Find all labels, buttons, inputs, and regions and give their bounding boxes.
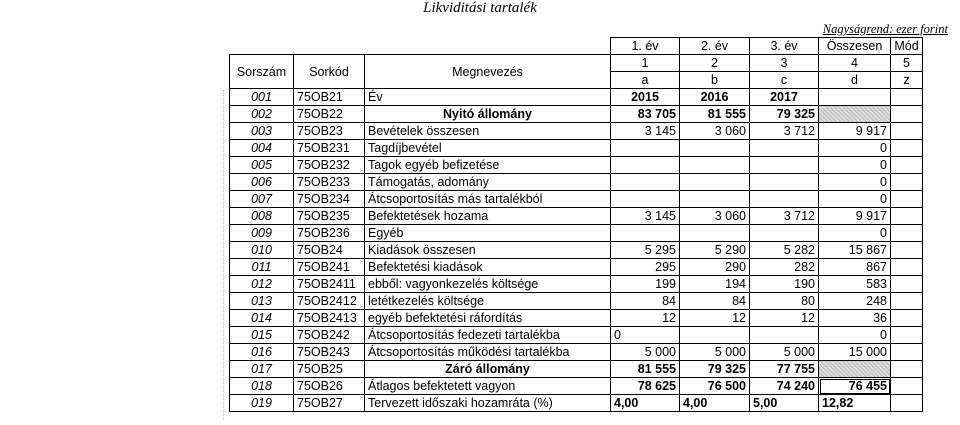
value-cell xyxy=(891,225,923,242)
table-row xyxy=(230,157,923,174)
value-cell: 5 000 xyxy=(680,344,750,361)
row-number: 003 xyxy=(230,123,294,140)
value-cell: 79 325 xyxy=(680,361,750,378)
row-code: 75OB243 xyxy=(294,344,365,361)
row-number: 007 xyxy=(230,191,294,208)
value-cell: 84 xyxy=(611,293,680,310)
header-year-2: 2. év xyxy=(680,38,750,55)
row-number: 006 xyxy=(230,174,294,191)
row-name: Tervezett időszaki hozamráta (%) xyxy=(365,395,611,412)
header-letter-b: b xyxy=(680,72,750,89)
value-cell xyxy=(611,191,680,208)
value-cell: 199 xyxy=(611,276,680,293)
table-row xyxy=(230,191,923,208)
row-name: Tagok egyéb befizetése xyxy=(365,157,611,174)
shaded-cell xyxy=(819,106,891,123)
value-cell: 74 240 xyxy=(750,378,819,395)
row-name: Bevételek összesen xyxy=(365,123,611,140)
header-mode: Mód xyxy=(891,38,923,55)
value-cell xyxy=(891,174,923,191)
row-name: Befektetések hozama xyxy=(365,208,611,225)
value-cell xyxy=(891,106,923,123)
value-cell xyxy=(680,174,750,191)
table-row xyxy=(230,395,923,412)
row-name: Átlagos befektetett vagyon xyxy=(365,378,611,395)
table-row xyxy=(230,378,923,395)
value-cell: 80 xyxy=(750,293,819,310)
value-cell: 9 917 xyxy=(819,123,891,140)
value-cell: 12 xyxy=(750,310,819,327)
header-year-1: 1. év xyxy=(611,38,680,55)
value-cell: 0 xyxy=(819,327,891,344)
row-name: Tagdíjbevétel xyxy=(365,140,611,157)
table-row xyxy=(230,293,923,310)
value-cell: 12,82 xyxy=(819,395,891,412)
value-cell: 81 555 xyxy=(611,361,680,378)
row-code: 75OB236 xyxy=(294,225,365,242)
value-cell: 5,00 xyxy=(750,395,819,412)
row-code: 75OB235 xyxy=(294,208,365,225)
row-code: 75OB231 xyxy=(294,140,365,157)
value-cell: 3 060 xyxy=(680,208,750,225)
value-cell: 3 145 xyxy=(611,208,680,225)
value-cell xyxy=(611,225,680,242)
row-number: 014 xyxy=(230,310,294,327)
value-cell: 76 455 xyxy=(819,378,891,395)
table-row xyxy=(230,208,923,225)
header-number-4: 4 xyxy=(819,55,891,72)
row-name: Kiadások összesen xyxy=(365,242,611,259)
value-cell: 0 xyxy=(611,327,680,344)
page-title: Likviditási tartalék xyxy=(423,0,537,16)
value-cell: 15 000 xyxy=(819,344,891,361)
table-row xyxy=(230,310,923,327)
row-code: 75OB233 xyxy=(294,174,365,191)
header-row-main xyxy=(230,55,923,72)
value-cell: 0 xyxy=(819,157,891,174)
row-code: 75OB2413 xyxy=(294,310,365,327)
row-name: Átcsoportosítás működési tartalékba xyxy=(365,344,611,361)
value-cell xyxy=(891,208,923,225)
row-code: 75OB26 xyxy=(294,378,365,395)
value-cell: 76 500 xyxy=(680,378,750,395)
table-row xyxy=(230,327,923,344)
row-number: 008 xyxy=(230,208,294,225)
value-cell xyxy=(750,191,819,208)
value-cell xyxy=(891,191,923,208)
value-cell xyxy=(750,140,819,157)
table-row xyxy=(230,123,923,140)
row-name: Átcsoportosítás más tartalékból xyxy=(365,191,611,208)
value-cell: 5 295 xyxy=(611,242,680,259)
table-row xyxy=(230,259,923,276)
value-cell: 4,00 xyxy=(611,395,680,412)
table-row xyxy=(230,361,923,378)
row-name: egyéb befektetési ráfordítás xyxy=(365,310,611,327)
value-cell: 3 712 xyxy=(750,123,819,140)
value-cell: 290 xyxy=(680,259,750,276)
value-cell xyxy=(891,310,923,327)
value-cell: 9 917 xyxy=(819,208,891,225)
value-cell xyxy=(750,174,819,191)
row-number: 004 xyxy=(230,140,294,157)
value-cell xyxy=(680,140,750,157)
header-sorszam: Sorszám xyxy=(230,55,294,89)
value-cell xyxy=(750,327,819,344)
row-number: 018 xyxy=(230,378,294,395)
value-cell: 5 000 xyxy=(611,344,680,361)
table-row xyxy=(230,106,923,123)
table-row xyxy=(230,225,923,242)
table-row xyxy=(230,89,923,106)
value-cell: 5 000 xyxy=(750,344,819,361)
value-cell: 3 145 xyxy=(611,123,680,140)
value-cell: 79 325 xyxy=(750,106,819,123)
value-cell xyxy=(750,157,819,174)
row-number: 010 xyxy=(230,242,294,259)
value-cell xyxy=(891,276,923,293)
liquidity-reserve-table xyxy=(229,37,923,412)
row-name: Átcsoportosítás fedezeti tartalékba xyxy=(365,327,611,344)
value-cell: 78 625 xyxy=(611,378,680,395)
value-cell xyxy=(611,140,680,157)
header-number-2: 2 xyxy=(680,55,750,72)
row-name: Egyéb xyxy=(365,225,611,242)
header-letter-a: a xyxy=(611,72,680,89)
value-cell: 0 xyxy=(819,174,891,191)
row-code: 75OB232 xyxy=(294,157,365,174)
row-number: 005 xyxy=(230,157,294,174)
value-cell xyxy=(680,225,750,242)
value-cell: 5 290 xyxy=(680,242,750,259)
value-cell: 81 555 xyxy=(680,106,750,123)
value-cell xyxy=(891,293,923,310)
row-number: 017 xyxy=(230,361,294,378)
header-number-1: 1 xyxy=(611,55,680,72)
table-row xyxy=(230,344,923,361)
value-cell xyxy=(680,327,750,344)
value-cell xyxy=(891,361,923,378)
value-cell xyxy=(891,89,923,106)
row-name: Nyitó állomány xyxy=(365,106,611,123)
units-note: Nagyságrend: ezer forint xyxy=(822,22,948,36)
value-cell xyxy=(819,89,891,106)
row-name: letétkezelés költsége xyxy=(365,293,611,310)
row-code: 75OB21 xyxy=(294,89,365,106)
value-cell: 84 xyxy=(680,293,750,310)
margin-guide xyxy=(223,90,224,420)
shaded-cell xyxy=(819,361,891,378)
header-number-3: 3 xyxy=(750,55,819,72)
value-cell xyxy=(680,157,750,174)
row-number: 013 xyxy=(230,293,294,310)
header-year-3: 3. év xyxy=(750,38,819,55)
value-cell xyxy=(891,157,923,174)
value-cell: 36 xyxy=(819,310,891,327)
value-cell: 77 755 xyxy=(750,361,819,378)
value-cell xyxy=(611,174,680,191)
row-number: 016 xyxy=(230,344,294,361)
value-cell: 12 xyxy=(680,310,750,327)
value-cell: 190 xyxy=(750,276,819,293)
value-cell xyxy=(891,395,923,412)
header-sorkod: Sorkód xyxy=(294,55,365,89)
value-cell xyxy=(750,225,819,242)
header-letter-z: z xyxy=(891,72,923,89)
value-cell: 15 867 xyxy=(819,242,891,259)
value-cell: 4,00 xyxy=(680,395,750,412)
value-cell: 3 060 xyxy=(680,123,750,140)
value-cell xyxy=(891,327,923,344)
header-total: Összesen xyxy=(819,38,891,55)
value-cell: 3 712 xyxy=(750,208,819,225)
value-cell xyxy=(891,140,923,157)
row-number: 009 xyxy=(230,225,294,242)
row-code: 75OB242 xyxy=(294,327,365,344)
value-cell: 2017 xyxy=(750,89,819,106)
value-cell xyxy=(891,378,923,395)
header-letter-d: d xyxy=(819,72,891,89)
table-row xyxy=(230,276,923,293)
value-cell xyxy=(891,123,923,140)
value-cell xyxy=(891,344,923,361)
value-cell xyxy=(680,191,750,208)
value-cell: 194 xyxy=(680,276,750,293)
row-name: Befektetési kiadások xyxy=(365,259,611,276)
table-row xyxy=(230,242,923,259)
row-number: 015 xyxy=(230,327,294,344)
value-cell: 0 xyxy=(819,225,891,242)
value-cell: 12 xyxy=(611,310,680,327)
row-code: 75OB22 xyxy=(294,106,365,123)
table-row xyxy=(230,174,923,191)
value-cell: 248 xyxy=(819,293,891,310)
value-cell xyxy=(891,242,923,259)
row-name: Év xyxy=(365,89,611,106)
row-number: 012 xyxy=(230,276,294,293)
value-cell: 867 xyxy=(819,259,891,276)
header-number-5: 5 xyxy=(891,55,923,72)
row-code: 75OB27 xyxy=(294,395,365,412)
header-letter-c: c xyxy=(750,72,819,89)
row-code: 75OB25 xyxy=(294,361,365,378)
row-code: 75OB2411 xyxy=(294,276,365,293)
table-row xyxy=(230,140,923,157)
row-code: 75OB2412 xyxy=(294,293,365,310)
value-cell: 2015 xyxy=(611,89,680,106)
row-name: Záró állomány xyxy=(365,361,611,378)
row-number: 011 xyxy=(230,259,294,276)
row-code: 75OB24 xyxy=(294,242,365,259)
row-number: 001 xyxy=(230,89,294,106)
value-cell: 0 xyxy=(819,140,891,157)
value-cell: 282 xyxy=(750,259,819,276)
header-row-years xyxy=(230,38,923,55)
value-cell: 83 705 xyxy=(611,106,680,123)
row-number: 019 xyxy=(230,395,294,412)
header-megnevezes: Megnevezés xyxy=(365,55,611,89)
value-cell xyxy=(611,157,680,174)
row-name: Támogatás, adomány xyxy=(365,174,611,191)
row-number: 002 xyxy=(230,106,294,123)
row-code: 75OB241 xyxy=(294,259,365,276)
row-name: ebből: vagyonkezelés költsége xyxy=(365,276,611,293)
row-code: 75OB23 xyxy=(294,123,365,140)
value-cell xyxy=(891,259,923,276)
value-cell: 0 xyxy=(819,191,891,208)
value-cell: 583 xyxy=(819,276,891,293)
value-cell: 2016 xyxy=(680,89,750,106)
value-cell: 295 xyxy=(611,259,680,276)
row-code: 75OB234 xyxy=(294,191,365,208)
value-cell: 5 282 xyxy=(750,242,819,259)
